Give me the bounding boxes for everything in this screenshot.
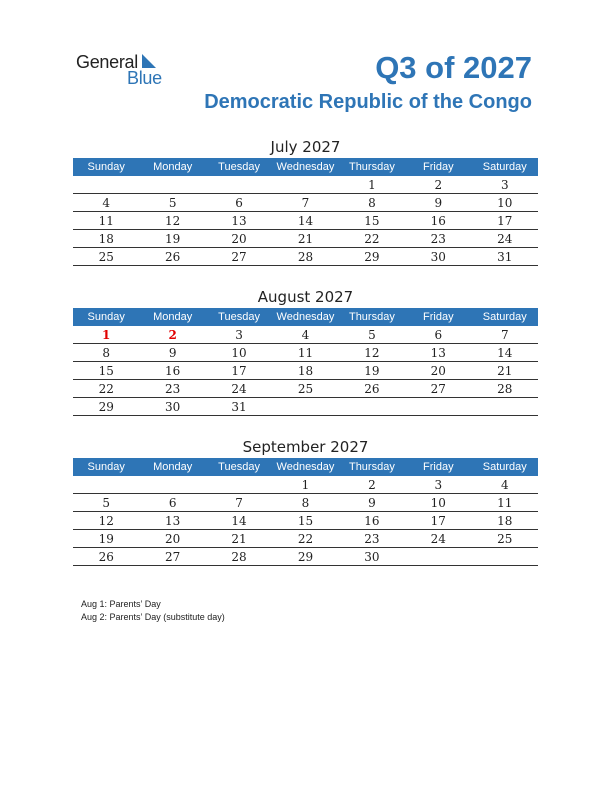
month-september xyxy=(73,436,538,566)
day-cell: 28 xyxy=(272,248,338,266)
day-cell: 21 xyxy=(472,362,538,380)
day-cell: 4 xyxy=(472,476,538,494)
month-title: July 2027 xyxy=(270,138,341,156)
day-cell: 4 xyxy=(73,194,139,212)
day-cell: 25 xyxy=(472,530,538,548)
day-cell: 31 xyxy=(472,248,538,266)
day-cell: 17 xyxy=(472,212,538,230)
day-cell: 16 xyxy=(139,362,205,380)
logo-flag-icon xyxy=(142,54,156,68)
month-title: September 2027 xyxy=(242,438,369,456)
day-cell: 4 xyxy=(272,326,338,344)
day-cell xyxy=(339,398,405,416)
day-cell: 10 xyxy=(472,194,538,212)
weekday-header: Saturday xyxy=(472,158,538,176)
weekday-header: Wednesday xyxy=(272,308,338,326)
week-row xyxy=(73,512,538,530)
day-cell: 27 xyxy=(405,380,471,398)
day-cell: 10 xyxy=(206,344,272,362)
weekday-header: Sunday xyxy=(73,158,139,176)
holiday-note: Aug 2: Parents’ Day (substitute day) xyxy=(81,612,225,622)
day-cell xyxy=(139,476,205,494)
day-cell: 2 xyxy=(139,326,205,344)
day-cell: 1 xyxy=(272,476,338,494)
day-cell: 19 xyxy=(139,230,205,248)
week-row xyxy=(73,230,538,248)
month-title: August 2027 xyxy=(257,288,354,306)
weekday-header: Thursday xyxy=(339,158,405,176)
weekday-header: Monday xyxy=(139,308,205,326)
day-cell: 8 xyxy=(73,344,139,362)
day-cell xyxy=(472,548,538,566)
weekday-header: Thursday xyxy=(339,308,405,326)
day-cell: 25 xyxy=(73,248,139,266)
day-cell: 18 xyxy=(272,362,338,380)
day-cell: 26 xyxy=(139,248,205,266)
day-cell xyxy=(472,398,538,416)
day-cell: 17 xyxy=(206,362,272,380)
day-cell: 2 xyxy=(405,176,471,194)
weekday-header: Friday xyxy=(405,308,471,326)
day-cell: 17 xyxy=(405,512,471,530)
day-cell: 1 xyxy=(339,176,405,194)
day-cell: 24 xyxy=(472,230,538,248)
weekday-header: Thursday xyxy=(339,458,405,476)
day-cell: 20 xyxy=(139,530,205,548)
day-cell: 11 xyxy=(73,212,139,230)
weekday-header: Saturday xyxy=(472,458,538,476)
day-cell: 3 xyxy=(206,326,272,344)
day-cell: 24 xyxy=(206,380,272,398)
weekday-header: Sunday xyxy=(73,308,139,326)
week-row xyxy=(73,248,538,266)
day-cell: 20 xyxy=(405,362,471,380)
day-cell: 28 xyxy=(472,380,538,398)
week-row xyxy=(73,176,538,194)
day-cell: 13 xyxy=(139,512,205,530)
day-cell xyxy=(73,476,139,494)
week-row xyxy=(73,326,538,344)
weekday-header: Friday xyxy=(405,158,471,176)
month-august xyxy=(73,286,538,416)
day-cell: 14 xyxy=(472,344,538,362)
day-cell: 8 xyxy=(339,194,405,212)
day-cell: 30 xyxy=(339,548,405,566)
day-cell: 24 xyxy=(405,530,471,548)
day-cell: 16 xyxy=(339,512,405,530)
month-july xyxy=(73,136,538,266)
weekday-header: Wednesday xyxy=(272,158,338,176)
weekday-header: Tuesday xyxy=(206,308,272,326)
calendar-grid xyxy=(73,158,538,266)
day-cell: 9 xyxy=(339,494,405,512)
day-cell: 30 xyxy=(405,248,471,266)
day-cell: 13 xyxy=(206,212,272,230)
week-row xyxy=(73,494,538,512)
day-cell: 25 xyxy=(272,380,338,398)
weekday-header: Monday xyxy=(139,458,205,476)
day-cell: 6 xyxy=(405,326,471,344)
day-cell: 21 xyxy=(206,530,272,548)
day-cell: 22 xyxy=(339,230,405,248)
day-cell: 3 xyxy=(472,176,538,194)
holiday-notes xyxy=(81,598,225,624)
day-cell xyxy=(139,176,205,194)
week-row xyxy=(73,194,538,212)
page-subtitle: Democratic Republic of the Congo xyxy=(204,91,532,113)
day-cell: 3 xyxy=(405,476,471,494)
day-cell xyxy=(405,548,471,566)
day-cell: 9 xyxy=(405,194,471,212)
day-cell: 27 xyxy=(139,548,205,566)
day-cell: 23 xyxy=(405,230,471,248)
day-cell: 16 xyxy=(405,212,471,230)
day-cell: 1 xyxy=(73,326,139,344)
week-row xyxy=(73,380,538,398)
day-cell: 12 xyxy=(73,512,139,530)
logo-blue-text: Blue xyxy=(127,68,162,88)
logo-general-text: General xyxy=(76,52,138,72)
generalblue-logo xyxy=(76,52,176,92)
day-cell xyxy=(206,176,272,194)
day-cell: 22 xyxy=(73,380,139,398)
day-cell: 15 xyxy=(339,212,405,230)
calendar-grid xyxy=(73,458,538,566)
day-cell xyxy=(405,398,471,416)
day-cell: 14 xyxy=(272,212,338,230)
day-cell: 15 xyxy=(272,512,338,530)
week-row xyxy=(73,212,538,230)
weekday-header: Sunday xyxy=(73,458,139,476)
day-cell: 5 xyxy=(339,326,405,344)
day-cell: 23 xyxy=(139,380,205,398)
day-cell: 13 xyxy=(405,344,471,362)
calendar-grid xyxy=(73,308,538,416)
day-cell: 19 xyxy=(339,362,405,380)
day-cell: 29 xyxy=(73,398,139,416)
week-row xyxy=(73,548,538,566)
day-cell: 30 xyxy=(139,398,205,416)
day-cell: 26 xyxy=(339,380,405,398)
day-cell xyxy=(206,476,272,494)
day-cell: 23 xyxy=(339,530,405,548)
weekday-header: Tuesday xyxy=(206,158,272,176)
day-cell: 26 xyxy=(73,548,139,566)
holiday-note: Aug 1: Parents’ Day xyxy=(81,599,161,609)
day-cell xyxy=(73,176,139,194)
day-cell: 8 xyxy=(272,494,338,512)
day-cell: 29 xyxy=(339,248,405,266)
day-cell: 27 xyxy=(206,248,272,266)
day-cell: 7 xyxy=(272,194,338,212)
weekday-header: Monday xyxy=(139,158,205,176)
day-cell: 6 xyxy=(206,194,272,212)
day-cell: 29 xyxy=(272,548,338,566)
weekday-header: Saturday xyxy=(472,308,538,326)
day-cell: 6 xyxy=(139,494,205,512)
day-cell: 5 xyxy=(73,494,139,512)
day-cell: 21 xyxy=(272,230,338,248)
day-cell: 11 xyxy=(472,494,538,512)
week-row xyxy=(73,362,538,380)
day-cell: 18 xyxy=(73,230,139,248)
day-cell: 10 xyxy=(405,494,471,512)
day-cell: 22 xyxy=(272,530,338,548)
day-cell: 20 xyxy=(206,230,272,248)
page-title: Q3 of 2027 xyxy=(375,50,532,85)
day-cell: 7 xyxy=(472,326,538,344)
day-cell: 9 xyxy=(139,344,205,362)
week-row xyxy=(73,344,538,362)
day-cell: 15 xyxy=(73,362,139,380)
day-cell: 19 xyxy=(73,530,139,548)
day-cell xyxy=(272,398,338,416)
weekday-header: Wednesday xyxy=(272,458,338,476)
weekday-header: Friday xyxy=(405,458,471,476)
day-cell: 12 xyxy=(339,344,405,362)
week-row xyxy=(73,398,538,416)
day-cell: 28 xyxy=(206,548,272,566)
day-cell: 14 xyxy=(206,512,272,530)
day-cell: 5 xyxy=(139,194,205,212)
day-cell: 7 xyxy=(206,494,272,512)
day-cell: 12 xyxy=(139,212,205,230)
day-cell: 2 xyxy=(339,476,405,494)
day-cell: 11 xyxy=(272,344,338,362)
week-row xyxy=(73,530,538,548)
day-cell: 18 xyxy=(472,512,538,530)
day-cell: 31 xyxy=(206,398,272,416)
week-row xyxy=(73,476,538,494)
weekday-header: Tuesday xyxy=(206,458,272,476)
day-cell xyxy=(272,176,338,194)
